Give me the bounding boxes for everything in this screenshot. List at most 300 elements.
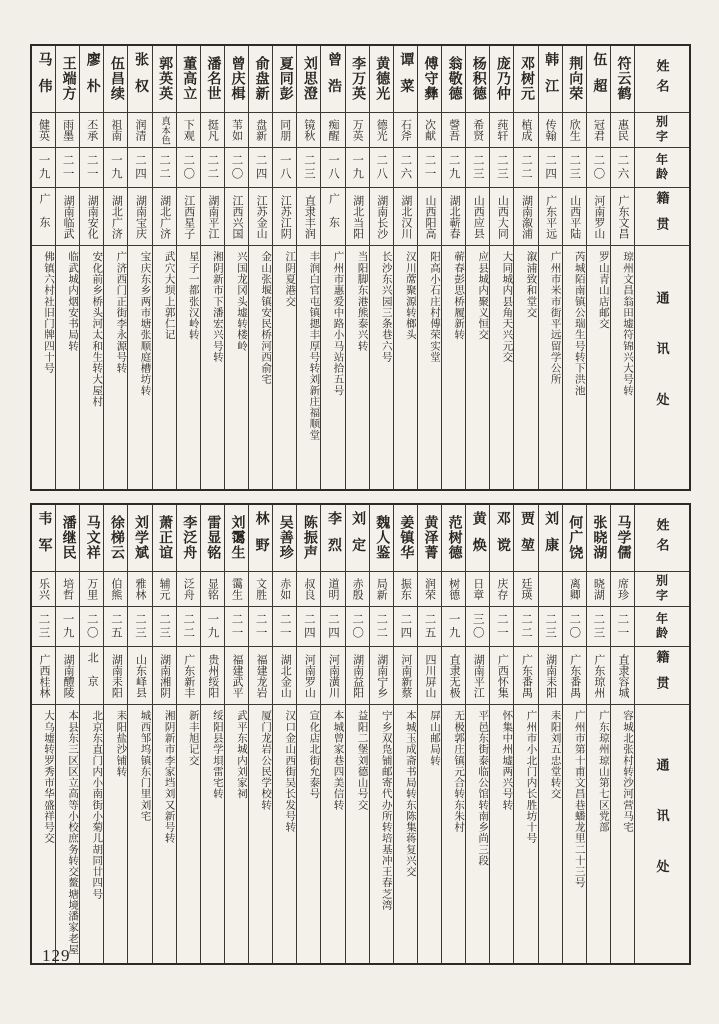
- entry-column: [539, 505, 563, 963]
- entry-age: 二三: [587, 606, 610, 646]
- entry-address: 绥阳县学垻雷宅转: [201, 704, 224, 963]
- entry-age: 二四: [539, 147, 562, 187]
- entry-courtesy-name: 离卿: [563, 571, 586, 606]
- entry-courtesy-name: 冠君: [587, 112, 610, 147]
- entry-name: 曾浩: [325, 52, 341, 106]
- entry-name: 范树德: [446, 515, 462, 561]
- entry-age: 二三: [490, 147, 513, 187]
- entry-native-place: 湖南宁乡: [370, 646, 393, 704]
- entry-native-place: 湖南耒阳: [104, 646, 127, 704]
- entry-address: 耒阳盐沙铺转: [104, 704, 127, 963]
- entry-column: [563, 46, 587, 489]
- entry-column: [153, 46, 177, 489]
- entry-native-place: 湖南湘阴: [153, 646, 176, 704]
- entry-address: 屏山邮局转: [418, 704, 441, 963]
- entry-address: 安化前乡桥头河太和生转大屋村: [80, 245, 103, 489]
- entry-address: 厦门龙岩公民学校转: [249, 704, 272, 963]
- entry-column: [466, 505, 490, 963]
- entry-courtesy-name: 万里: [80, 571, 103, 606]
- entry-courtesy-name: 道明: [321, 571, 344, 606]
- entry-native-place: 湖南耒阳: [539, 646, 562, 704]
- entry-column: [56, 505, 80, 963]
- entry-column: [128, 505, 152, 963]
- entry-address: 应县城内聚义恒交: [466, 245, 489, 489]
- entry-address: 宝庆东乡两市塘张顺庭槽坊转: [128, 245, 151, 489]
- entry-age: 二六: [394, 147, 417, 187]
- entry-name: 符云鹤: [615, 56, 631, 102]
- entry-column: [418, 505, 442, 963]
- entry-native-place: 福建龙岩: [249, 646, 272, 704]
- entry-column: [370, 46, 394, 489]
- entry-native-place: 广东番禺: [563, 646, 586, 704]
- entry-address: 容城北张村转沙河营马宅: [611, 704, 634, 963]
- entry-courtesy-name: 万英: [346, 112, 369, 147]
- entry-courtesy-name: 席珍: [611, 571, 634, 606]
- entry-column: [563, 505, 587, 963]
- entry-address: 湘阴新市李家垱刘又新号转: [153, 704, 176, 963]
- entry-native-place: 江西星子: [177, 187, 200, 245]
- entry-native-place: 湖南安化: [80, 187, 103, 245]
- entry-native-place: 山西阳高: [418, 187, 441, 245]
- entry-age: 二三: [466, 147, 489, 187]
- entry-native-place: 广东平远: [539, 187, 562, 245]
- entry-column: [56, 46, 80, 489]
- entry-courtesy-name: 希贤: [466, 112, 489, 147]
- entry-age: 二三: [153, 606, 176, 646]
- entry-column: [225, 505, 249, 963]
- entry-name: 廖朴: [84, 52, 100, 106]
- entry-column: [466, 46, 490, 489]
- entry-courtesy-name: 挺凡: [201, 112, 224, 147]
- entry-column: [346, 505, 370, 963]
- entry-address: 溆浦致和堂交: [514, 245, 537, 489]
- entry-native-place: 四川屏山: [418, 646, 441, 704]
- entry-name: 林野: [253, 511, 269, 565]
- entry-native-place: 湖北广济: [153, 187, 176, 245]
- entry-name: 荆向荣: [567, 56, 583, 102]
- entry-age: 二〇: [225, 147, 248, 187]
- entry-address: 耒阳刘五忠堂转交: [539, 704, 562, 963]
- entry-column: [418, 46, 442, 489]
- entry-column: [321, 46, 345, 489]
- entry-age: 二二: [201, 147, 224, 187]
- entry-native-place: 湖南平江: [466, 646, 489, 704]
- entry-courtesy-name: 健英: [32, 112, 55, 147]
- entry-age: 二一: [611, 606, 634, 646]
- entry-address: 广济西门正街李永源号转: [104, 245, 127, 489]
- entry-native-place: 直隶容城: [611, 646, 634, 704]
- entry-native-place: 湖北金山: [273, 646, 296, 704]
- entry-column: [370, 505, 394, 963]
- entry-age: 二三: [128, 606, 151, 646]
- entry-column: [346, 46, 370, 489]
- header-address: 通讯处: [635, 245, 689, 489]
- entry-age: 二五: [104, 606, 127, 646]
- entry-age: 一九: [442, 606, 465, 646]
- entry-native-place: 广东新丰: [177, 646, 200, 704]
- entry-column: [442, 505, 466, 963]
- page-number: 129: [42, 946, 71, 965]
- entry-courtesy-name: 显铭: [201, 571, 224, 606]
- entry-name: 刘思澄: [301, 56, 317, 102]
- entry-native-place: 广西桂林: [32, 646, 55, 704]
- entry-column: [539, 46, 563, 489]
- entry-age: 二四: [297, 606, 320, 646]
- entry-age: 二四: [128, 147, 151, 187]
- entry-address: 汉口金山西街吴长发号转: [273, 704, 296, 963]
- header-origin: 籍贯: [635, 646, 689, 704]
- entry-courtesy-name: 赤殷: [346, 571, 369, 606]
- entry-address: 大乌墟转罗秀市华盛祥号交: [32, 704, 55, 963]
- entry-native-place: 湖北汉川: [394, 187, 417, 245]
- entry-address: 湘阴新市下潘宏兴号转: [201, 245, 224, 489]
- entry-column: [104, 46, 128, 489]
- entry-address: 无极郭庄镇元合转东朱村: [442, 704, 465, 963]
- entry-courtesy-name: 雅林: [128, 571, 151, 606]
- entry-courtesy-name: 辅元: [153, 571, 176, 606]
- entry-courtesy-name: 痴醒: [321, 112, 344, 147]
- entry-courtesy-name: 莼轩: [490, 112, 513, 147]
- entry-column: [201, 505, 225, 963]
- entry-name: 俞盘新: [253, 56, 269, 102]
- header-zi: 别字: [635, 112, 689, 147]
- entry-age: 二五: [418, 606, 441, 646]
- entry-column: [321, 505, 345, 963]
- entry-address: 武穴大坝上郭仁记: [153, 245, 176, 489]
- entry-address: 芮城陌南镇公瑞生号转下洪池: [563, 245, 586, 489]
- entry-age: 一九: [56, 606, 79, 646]
- entry-age: 二一: [225, 606, 248, 646]
- entry-name: 王端方: [60, 56, 76, 102]
- entry-address: 兴国龙冈头墟转楼岭: [225, 245, 248, 489]
- entry-column: [297, 505, 321, 963]
- entry-courtesy-name: 树德: [442, 571, 465, 606]
- entry-age: 二一: [490, 606, 513, 646]
- entry-name: 潘继民: [60, 515, 76, 561]
- entry-age: 二二: [514, 606, 537, 646]
- entry-courtesy-name: 振东: [394, 571, 417, 606]
- header-zi: 别字: [635, 571, 689, 606]
- entry-courtesy-name: 赤如: [273, 571, 296, 606]
- entry-age: 二六: [611, 147, 634, 187]
- entry-column: [32, 46, 56, 489]
- entry-column: [32, 505, 56, 963]
- entry-column: [177, 46, 201, 489]
- entry-native-place: 广东番禺: [514, 646, 537, 704]
- entry-name: 伍超: [591, 52, 607, 106]
- entry-age: 二〇: [346, 606, 369, 646]
- entry-name: 马文祥: [84, 515, 100, 561]
- entry-courtesy-name: 盘新: [249, 112, 272, 147]
- entry-address: 星子一都张汉岭转: [177, 245, 200, 489]
- entry-name: 吴善珍: [277, 515, 293, 561]
- entry-native-place: 山西应县: [466, 187, 489, 245]
- entry-column: [611, 505, 635, 963]
- entry-address: 广东琼州琼山第七区党部: [587, 704, 610, 963]
- entry-courtesy-name: 传翰: [539, 112, 562, 147]
- entry-column: [514, 46, 538, 489]
- entry-name: 刘康: [543, 511, 559, 565]
- entry-native-place: 河南罗山: [587, 187, 610, 245]
- entry-address: 琼州文昌翁田墟符锦兴大号转: [611, 245, 634, 489]
- entry-native-place: 江苏江阴: [273, 187, 296, 245]
- entry-column: [128, 46, 152, 489]
- entry-name: 萧正谊: [157, 515, 173, 561]
- entry-column: [490, 46, 514, 489]
- entry-address: 新丰旭记交: [177, 704, 200, 963]
- entry-column: [442, 46, 466, 489]
- entry-name: 邓树元: [518, 56, 534, 102]
- entry-courtesy-name: 润清: [128, 112, 151, 147]
- entry-courtesy-name: 乐兴: [32, 571, 55, 606]
- entry-courtesy-name: 晓湖: [587, 571, 610, 606]
- entry-native-place: 江西兴国: [225, 187, 248, 245]
- entry-address: 广州市米市街平远留学公所: [539, 245, 562, 489]
- entry-age: 一九: [32, 147, 55, 187]
- entry-name: 雷显铭: [205, 515, 221, 561]
- entry-courtesy-name: 次献: [418, 112, 441, 147]
- entry-column: [104, 505, 128, 963]
- entry-name: 韦军: [36, 511, 52, 565]
- entry-courtesy-name: 謦吾: [442, 112, 465, 147]
- entry-address: 广州市第十甫文昌巷蟠龙里二十三号: [563, 704, 586, 963]
- entry-address: 本县东三区区立高等小校庶务转交鳌塘境潘家老屋: [56, 704, 79, 963]
- entry-column: [177, 505, 201, 963]
- entry-native-place: 河南新蔡: [394, 646, 417, 704]
- entry-native-place: 江苏金山: [249, 187, 272, 245]
- header-name: 姓名: [654, 58, 670, 100]
- entry-name: 李烈: [325, 511, 341, 565]
- entry-native-place: 山西大同: [490, 187, 513, 245]
- entry-address: 丰润白官屯镇揌丰厚号转刘新庄福顺堂: [297, 245, 320, 489]
- entry-name: 邓谠: [494, 511, 510, 565]
- entry-address: 江阴夏港交: [273, 245, 296, 489]
- entry-courtesy-name: [539, 571, 562, 606]
- entry-courtesy-name: 日章: [466, 571, 489, 606]
- entry-age: 二一: [249, 606, 272, 646]
- entry-native-place: 广东: [321, 187, 344, 245]
- entry-name: 潘名世: [205, 56, 221, 102]
- entry-name: 郭英英: [157, 56, 173, 102]
- entry-native-place: 山东峄县: [128, 646, 151, 704]
- entry-age: 二八: [370, 147, 393, 187]
- entry-courtesy-name: 祖南: [104, 112, 127, 147]
- entry-age: 二一: [273, 606, 296, 646]
- entry-native-place: 河南潢川: [321, 646, 344, 704]
- entry-courtesy-name: 同朋: [273, 112, 296, 147]
- roster-table-bottom: [30, 503, 691, 965]
- entry-native-place: 湖南益阳: [346, 646, 369, 704]
- entry-courtesy-name: 局新: [370, 571, 393, 606]
- entry-name: 庞乃仲: [494, 56, 510, 102]
- entry-native-place: 河南罗山: [297, 646, 320, 704]
- entry-address: 怀集中州墟两兴号转: [490, 704, 513, 963]
- header-column: [635, 46, 689, 489]
- entry-name: 伍昌续: [108, 56, 124, 102]
- entry-address: 本城曾家巷四美信转: [321, 704, 344, 963]
- entry-courtesy-name: 真本色: [153, 112, 176, 147]
- entry-column: [587, 505, 611, 963]
- entry-courtesy-name: 丕承: [80, 112, 103, 147]
- entry-name: 魏人鉴: [374, 515, 390, 561]
- entry-name: 翁敬德: [446, 56, 462, 102]
- entry-courtesy-name: 廷瑛: [514, 571, 537, 606]
- entry-native-place: 山西平陆: [563, 187, 586, 245]
- entry-name: 徐梯云: [108, 515, 124, 561]
- entry-name: 夏同彭: [277, 56, 293, 102]
- entry-column: [201, 46, 225, 489]
- entry-courtesy-name: 霭生: [225, 571, 248, 606]
- entry-courtesy-name: 镜秋: [297, 112, 320, 147]
- entry-address: 宁乡双凫铺邮寄代办所转培基冲王春芝湾: [370, 704, 393, 963]
- entry-address: 益阳二堡刘德山号交: [346, 704, 369, 963]
- entry-age: 二三: [563, 147, 586, 187]
- entry-age: 二〇: [177, 147, 200, 187]
- entry-address: 罗山青山店邮交: [587, 245, 610, 489]
- entry-name: 何广饶: [567, 515, 583, 561]
- entry-column: [490, 505, 514, 963]
- entry-courtesy-name: 德光: [370, 112, 393, 147]
- entry-age: 一九: [201, 606, 224, 646]
- entry-name: 马学儒: [615, 515, 631, 561]
- entry-address: 当阳脚东港熊泰兴转: [346, 245, 369, 489]
- entry-age: 二三: [297, 147, 320, 187]
- entry-age: 二四: [394, 606, 417, 646]
- entry-courtesy-name: 文胜: [249, 571, 272, 606]
- entry-address: 临武城内烟安书局转: [56, 245, 79, 489]
- entry-column: [587, 46, 611, 489]
- entry-column: [273, 505, 297, 963]
- entry-address: 阳高小石庄村傅荣实堂: [418, 245, 441, 489]
- entry-column: [611, 46, 635, 489]
- entry-courtesy-name: 石斧: [394, 112, 417, 147]
- entry-name: 刘定: [350, 511, 366, 565]
- entry-age: 二〇: [80, 606, 103, 646]
- entry-name: 韩江: [543, 52, 559, 106]
- entry-native-place: 广东文昌: [611, 187, 634, 245]
- entry-courtesy-name: 润荣: [418, 571, 441, 606]
- entry-age: 三〇: [466, 606, 489, 646]
- entry-column: [249, 46, 273, 489]
- entry-native-place: 湖北广济: [104, 187, 127, 245]
- entry-courtesy-name: 雨墨: [56, 112, 79, 147]
- entry-native-place: 湖北当阳: [346, 187, 369, 245]
- entry-courtesy-name: 欣生: [563, 112, 586, 147]
- entry-column: [80, 505, 104, 963]
- entry-address: 广州市惠爱中路小马站拾五号: [321, 245, 344, 489]
- entry-native-place: 贵州绥阳: [201, 646, 224, 704]
- entry-age: 二四: [321, 606, 344, 646]
- entry-name: 傅守彝: [422, 56, 438, 102]
- entry-native-place: 湖南醴陵: [56, 646, 79, 704]
- entry-native-place: 湖南临武: [56, 187, 79, 245]
- entry-address: 本城玉成斋书局转东陈集蒋复兴交: [394, 704, 417, 963]
- entry-name: 刘学斌: [132, 515, 148, 561]
- entry-column: [297, 46, 321, 489]
- header-name: 姓名: [654, 517, 670, 559]
- entry-name: 姜镇华: [398, 515, 414, 561]
- entry-native-place: 直隶无极: [442, 646, 465, 704]
- entry-name: 李万英: [350, 56, 366, 102]
- entry-name: 杨积德: [470, 56, 486, 102]
- entry-age: 二九: [442, 147, 465, 187]
- entry-name: 黄德光: [374, 56, 390, 102]
- header-age: 年龄: [635, 147, 689, 187]
- entry-address: 汉川蓆聚源转榔头: [394, 245, 417, 489]
- entry-age: 二二: [514, 147, 537, 187]
- entry-age: 二二: [370, 606, 393, 646]
- entry-address: 城西邹坞镇东门里刘宅: [128, 704, 151, 963]
- entry-name: 陈振声: [301, 515, 317, 561]
- entry-native-place: 广东: [32, 187, 55, 245]
- entry-column: [394, 505, 418, 963]
- entry-address: 金山张堰镇安民桥河西俞宅: [249, 245, 272, 489]
- entry-name: 董高立: [181, 56, 197, 102]
- entry-courtesy-name: 伯熊: [104, 571, 127, 606]
- entry-native-place: 湖南溆浦: [514, 187, 537, 245]
- entry-age: 二二: [177, 606, 200, 646]
- entry-name: 曾庆楫: [229, 56, 245, 102]
- entry-age: 一九: [104, 147, 127, 187]
- entry-age: 二〇: [563, 606, 586, 646]
- entry-courtesy-name: 培哲: [56, 571, 79, 606]
- entry-courtesy-name: 下观: [177, 112, 200, 147]
- entry-age: 二四: [249, 147, 272, 187]
- entry-courtesy-name: 苇如: [225, 112, 248, 147]
- entry-name: 张晓湖: [591, 515, 607, 561]
- entry-column: [153, 505, 177, 963]
- entry-courtesy-name: 庆存: [490, 571, 513, 606]
- entry-name: 贾堃: [518, 511, 534, 565]
- entry-column: [514, 505, 538, 963]
- entry-native-place: 湖南平江: [201, 187, 224, 245]
- entry-age: 二三: [539, 606, 562, 646]
- entry-name: 刘霭生: [229, 515, 245, 561]
- header-origin: 籍贯: [635, 187, 689, 245]
- header-address: 通讯处: [635, 704, 689, 963]
- entry-native-place: 湖南宝庆: [128, 187, 151, 245]
- entry-name: 李泛舟: [181, 515, 197, 561]
- entry-name: 张权: [132, 52, 148, 106]
- entry-age: 二一: [56, 147, 79, 187]
- entry-column: [249, 505, 273, 963]
- entry-name: 谭菜: [398, 52, 414, 106]
- entry-native-place: 湖北蕲春: [442, 187, 465, 245]
- entry-age: 二〇: [587, 147, 610, 187]
- entry-age: 二一: [418, 147, 441, 187]
- entry-address: 蕲春彭思桥履新转: [442, 245, 465, 489]
- entry-age: 一八: [273, 147, 296, 187]
- entry-native-place: 北京: [80, 646, 103, 704]
- entry-column: [273, 46, 297, 489]
- entry-address: 北京东直门内小南街小菊儿胡同廿四号: [80, 704, 103, 963]
- entry-native-place: 广东琼州: [587, 646, 610, 704]
- header-age: 年龄: [635, 606, 689, 646]
- entry-courtesy-name: 植成: [514, 112, 537, 147]
- entry-column: [225, 46, 249, 489]
- entry-address: 大同城内县角天兴元交: [490, 245, 513, 489]
- entry-address: 武平东城内刘家祠: [225, 704, 248, 963]
- entry-native-place: 福建武平: [225, 646, 248, 704]
- entry-name: 黄泽菁: [422, 515, 438, 561]
- entry-age: 二三: [32, 606, 55, 646]
- entry-courtesy-name: 叔良: [297, 571, 320, 606]
- entry-native-place: 湖南长沙: [370, 187, 393, 245]
- entry-native-place: 广西怀集: [490, 646, 513, 704]
- entry-column: [80, 46, 104, 489]
- entry-address: 宣化店北街允泰号: [297, 704, 320, 963]
- entry-age: 二一: [80, 147, 103, 187]
